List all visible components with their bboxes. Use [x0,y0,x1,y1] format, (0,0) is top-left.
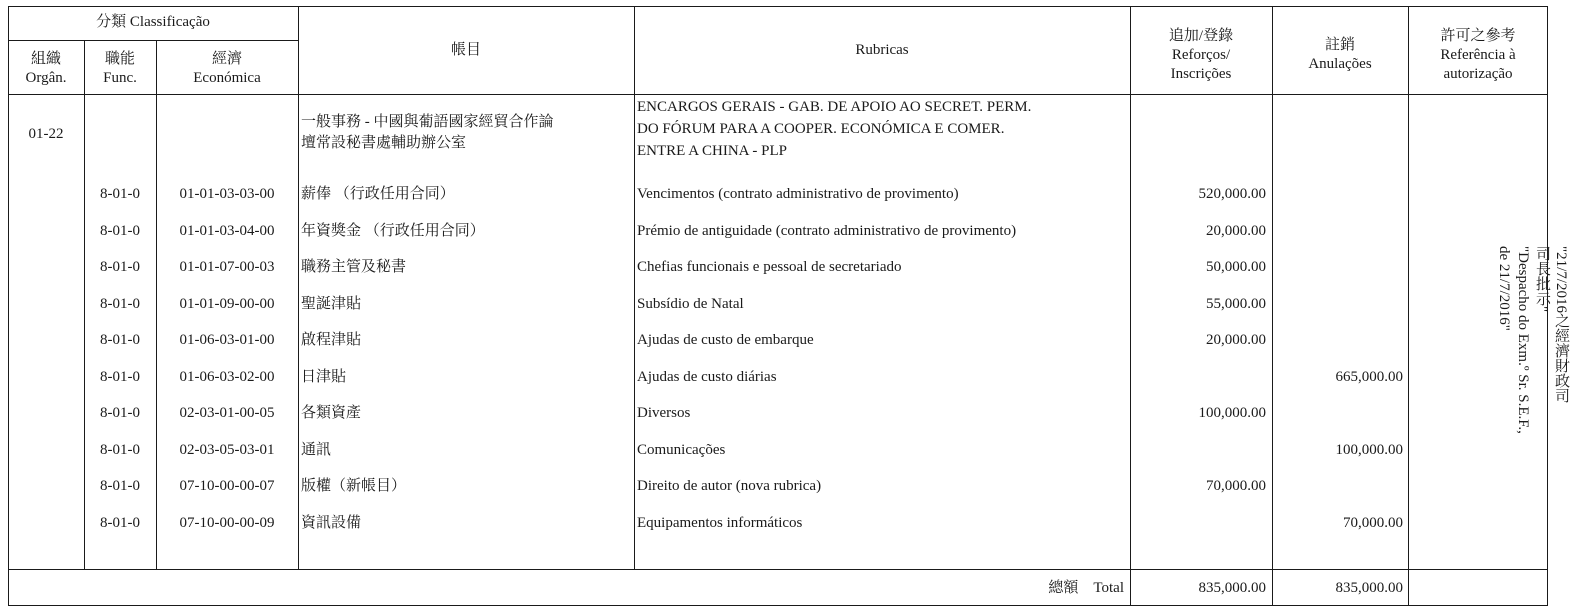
authorization-line-2: 司長批示" [1534,246,1550,313]
section-title-pt-1: ENCARGOS GERAIS - GAB. DE APOIO AO SECRET. PERM. [637,99,1032,115]
header-anul-pt: Anulações [1308,56,1372,72]
econ-code: 01-01-03-03-00 [179,186,275,202]
econ-code: 07-10-00-00-09 [179,515,275,531]
rubrica-pt: Prémio de antiguidade (contrato administrativo de provimento) [637,223,1017,239]
account-zh: 版權（新帳目） [301,478,407,494]
reforco-amount: 20,000.00 [1206,223,1266,239]
col-line-3 [298,6,299,569]
col-line-4 [634,6,635,569]
account-zh: 通訊 [301,442,332,458]
func-code: 8-01-0 [100,405,140,421]
header-organ-pt: Orgân. [25,70,67,86]
rubrica-pt: Vencimentos (contrato administrativo de provimento) [637,186,959,202]
header-func-zh: 職能 [104,51,135,67]
header-ref-pt2: autorização [1443,66,1513,82]
reforco-amount: 70,000.00 [1206,478,1266,494]
econ-code: 02-03-01-00-05 [179,405,275,421]
account-zh: 年資獎金 （行政任用合同） [301,223,485,239]
header-reforcos-zh: 追加/登錄 [1168,28,1234,44]
header-organ-zh: 組織 [30,51,61,67]
header-ref-pt1: Referência à [1440,47,1516,63]
authorization-reference [1450,246,1570,466]
header-anul-zh: 註銷 [1324,37,1355,53]
total-anulacao: 835,000.00 [1335,580,1403,596]
total-divider [8,569,1548,570]
rubrica-pt: Ajudas de custo de embarque [637,332,814,348]
authorization-line-1: "21/7/2016之經濟財政司 [1553,246,1569,403]
rubrica-pt: Diversos [637,405,691,421]
func-code: 8-01-0 [100,332,140,348]
rubrica-pt: Chefias funcionais e pessoal de secretariado [637,259,902,275]
authorization-line-4: de 21/7/2016" [1496,246,1512,331]
reforco-amount: 100,000.00 [1198,405,1266,421]
header-divider [8,94,1548,95]
anulacao-amount: 100,000.00 [1335,442,1403,458]
authorization-line-3: "Despacho do Exm.º Sr. S.E.F., [1515,246,1531,434]
func-code: 8-01-0 [100,186,140,202]
account-zh: 薪俸 （行政任用合同） [301,186,455,202]
account-zh: 職務主管及秘書 [301,259,407,275]
header-func-pt: Func. [103,70,137,86]
account-zh: 各類資產 [301,405,362,421]
rubrica-pt: Equipamentos informáticos [637,515,803,531]
header-econ-zh: 經濟 [211,51,242,67]
table-border-bottom [8,605,1548,606]
section-title-zh-2: 壇常設秘書處輔助辦公室 [301,135,467,151]
account-zh: 啟程津貼 [301,332,362,348]
section-title-pt-3: ENTRE A CHINA - PLP [637,143,788,159]
section-title-pt-2: DO FÓRUM PARA A COOPER. ECONÓMICA E COMER. [637,121,1005,137]
func-code: 8-01-0 [100,259,140,275]
func-code: 8-01-0 [100,478,140,494]
econ-code: 01-06-03-01-00 [179,332,275,348]
func-code: 8-01-0 [100,296,140,312]
classification-divider [8,40,298,41]
func-code: 8-01-0 [100,515,140,531]
rubrica-pt: Subsídio de Natal [637,296,744,312]
table-border-left [8,6,9,606]
func-code: 8-01-0 [100,223,140,239]
reforco-amount: 50,000.00 [1206,259,1266,275]
account-zh: 資訊設備 [301,515,362,531]
rubrica-pt: Comunicações [637,442,726,458]
econ-code: 01-06-03-02-00 [179,369,275,385]
reforco-amount: 520,000.00 [1198,186,1266,202]
header-ref-zh: 許可之參考 [1440,28,1516,44]
reforco-amount: 20,000.00 [1206,332,1266,348]
econ-code: 02-03-05-03-01 [179,442,275,458]
func-code: 8-01-0 [100,369,140,385]
table-border-top [8,6,1548,7]
econ-code: 01-01-07-00-03 [179,259,275,275]
header-reforcos-pt2: Inscrições [1170,66,1232,82]
econ-code: 07-10-00-00-07 [179,478,275,494]
section-title-zh-1: 一般事務 - 中國與葡語國家經貿合作論 [301,114,554,130]
account-zh: 聖誕津貼 [301,296,362,312]
econ-code: 01-01-09-00-00 [179,296,275,312]
anulacao-amount: 70,000.00 [1343,515,1403,531]
rubrica-pt: Ajudas de custo diárias [637,369,777,385]
header-rubricas: Rubricas [855,42,909,58]
header-reforcos-pt1: Reforços/ [1171,47,1231,63]
header-classification: 分類 Classificação [96,14,210,30]
header-account: 帳目 [450,42,481,58]
total-reforco: 835,000.00 [1198,580,1266,596]
budget-table [8,6,1569,606]
total-label: 總額 Total [1048,580,1124,596]
reforco-amount: 55,000.00 [1206,296,1266,312]
anulacao-amount: 665,000.00 [1335,369,1403,385]
rubrica-pt: Direito de autor (nova rubrica) [637,478,822,494]
header-econ-pt: Económica [193,70,261,86]
econ-code: 01-01-03-04-00 [179,223,275,239]
section-organ-code: 01-22 [28,126,64,142]
func-code: 8-01-0 [100,442,140,458]
account-zh: 日津貼 [301,369,347,385]
col-line-7 [1408,6,1409,606]
